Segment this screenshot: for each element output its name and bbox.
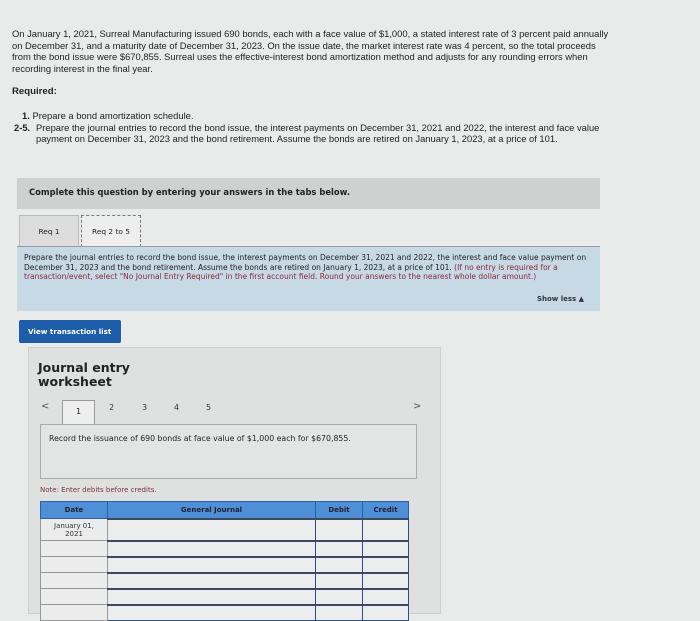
page-1[interactable]: 1 (62, 400, 95, 426)
tab-instructions (17, 246, 600, 311)
table-row (41, 605, 409, 621)
date-text: January 01, (54, 521, 94, 530)
title-line: worksheet (38, 374, 112, 389)
instructions-text: Prepare the journal entries to record the bond issue, the interest payments on December 31, 2021 and 2022, the interest and face value payment on December 31, 2023 and the bond retirement. Assume the bonds are retired on January 1, 2023, at a price of 101. (24, 253, 587, 272)
credit-input[interactable] (363, 589, 409, 605)
requirement-text: Prepare a bond amortization schedule. (32, 110, 194, 121)
account-input[interactable] (108, 541, 316, 557)
view-transaction-list-button[interactable]: View transaction list (19, 320, 121, 343)
date-cell (41, 573, 108, 589)
requirement-number: 2-5. (14, 122, 31, 133)
debit-input[interactable] (316, 541, 363, 557)
debit-input[interactable] (316, 605, 363, 621)
tab-req-2-to-5[interactable]: Req 2 to 5 (81, 215, 141, 247)
account-input[interactable] (108, 519, 316, 541)
table-row (41, 589, 409, 605)
debit-input[interactable] (316, 589, 363, 605)
page-3[interactable]: 3 (142, 403, 148, 412)
date-cell (41, 557, 108, 573)
debit-input[interactable] (316, 573, 363, 589)
table-row (41, 573, 409, 589)
debits-note: Note: Enter debits before credits. (40, 486, 157, 494)
requirement-2-5 (14, 122, 614, 145)
transaction-description: Record the issuance of 690 bonds at face value of $1,000 each for $670,855. (40, 424, 417, 479)
account-input[interactable] (108, 589, 316, 605)
page-4[interactable]: 4 (174, 403, 180, 412)
instructions-banner: Complete this question by entering your answers in the tabs below. (17, 178, 600, 209)
credit-input[interactable] (363, 605, 409, 621)
worksheet-title (38, 361, 130, 389)
column-date: Date (41, 502, 108, 519)
table-header (41, 502, 409, 519)
column-credit: Credit (363, 502, 409, 519)
requirement-text: Prepare the journal entries to record the bond issue, the interest payments on December 31, 2021 and 2022, the interest and face value payment on December 31, 2023 and the bond retirement. Assume the bonds are retired on January 1, 2023, at a price of 101. (36, 122, 600, 145)
table-row (41, 519, 409, 541)
column-debit: Debit (316, 502, 363, 519)
debit-input[interactable] (316, 519, 363, 541)
requirement-number: 1. (22, 110, 30, 121)
tab-req-1[interactable]: Req 1 (19, 215, 79, 247)
date-cell (41, 605, 108, 621)
instructions-note: (If no entry is required for a transaction/event, select "No Journal Entry Required" in the first account field. Round your answers to the nearest whole dollar amount.) (24, 262, 558, 282)
next-arrow-icon[interactable]: > (413, 401, 422, 412)
credit-input[interactable] (363, 573, 409, 589)
column-general-journal: General Journal (108, 502, 316, 519)
page-2[interactable]: 2 (109, 403, 115, 412)
date-cell (41, 589, 108, 605)
title-line: Journal entry (38, 360, 130, 375)
table-row (41, 541, 409, 557)
requirement-1 (22, 110, 193, 121)
date-cell (41, 541, 108, 557)
account-input[interactable] (108, 605, 316, 621)
show-less-link[interactable]: Show less ▲ (536, 295, 584, 304)
date-text: 2021 (65, 529, 83, 538)
credit-input[interactable] (363, 557, 409, 573)
debit-input[interactable] (316, 557, 363, 573)
credit-input[interactable] (363, 541, 409, 557)
problem-statement: On January 1, 2021, Surreal Manufacturing issued 690 bonds, each with a face value of $1,000, a stated interest rate of 3 percent paid annually on December 31, and a maturity date of December 31, 2023. On the issue date, the market interest rate was 4 percent, so the total proceeds from the bond issue were $670,855. Surreal uses the effective-interest bond amortization method and adjusts for any rounding errors when recording interest in the final year. (12, 28, 609, 74)
general-journal-table (40, 501, 409, 621)
date-cell (41, 519, 108, 541)
credit-input[interactable] (363, 519, 409, 541)
table-row (41, 557, 409, 573)
page-5[interactable]: 5 (206, 403, 212, 412)
account-input[interactable] (108, 557, 316, 573)
account-input[interactable] (108, 573, 316, 589)
required-heading: Required: (12, 86, 57, 97)
prev-arrow-icon[interactable]: < (41, 401, 50, 412)
